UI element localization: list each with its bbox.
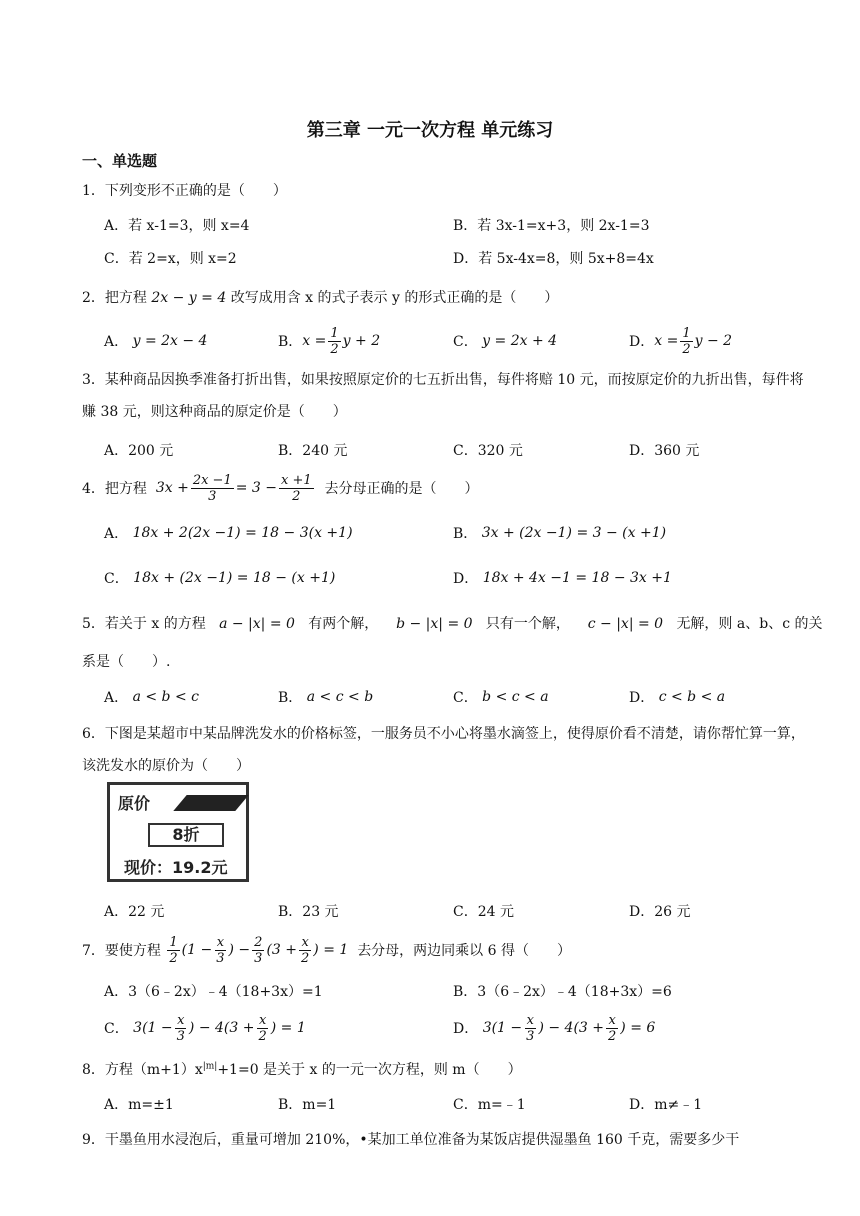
question-1-option-d[interactable]: D．若 5x-4x=8，则 5x+8=4x bbox=[453, 251, 654, 267]
q5-d-math: c < b < a bbox=[658, 689, 726, 705]
q7-d-part-b: ) − 4(3 + bbox=[538, 1020, 604, 1036]
question-5-option-b[interactable] bbox=[278, 687, 373, 707]
q7-c-part-b: ) − 4(3 + bbox=[188, 1020, 255, 1036]
q4-fraction-2: $\frac{x +1}{2}$ bbox=[281, 472, 312, 504]
question-9-stem: 9．干墨鱼用水浸泡后，重量可增加 210%，•某加工单位准备为某饭店提供湿墨鱼 160 千克，需要多少干 bbox=[82, 1132, 740, 1148]
q7-d-frac-1: $\frac{x}{3}$ bbox=[526, 1012, 535, 1044]
question-3-option-d[interactable]: D．360 元 bbox=[629, 443, 700, 459]
question-6-option-c[interactable]: C．24 元 bbox=[453, 904, 514, 920]
q4-lhs: 3x + bbox=[155, 480, 189, 496]
question-8-stem bbox=[82, 1059, 522, 1079]
q2-prefix: 2．把方程 bbox=[82, 290, 147, 306]
q7-c-frac-1: $\frac{x}{3}$ bbox=[176, 1012, 185, 1044]
q2-d-lhs: x = bbox=[654, 333, 679, 349]
q4-b-label: B． bbox=[453, 526, 478, 542]
q5-c-math: b < c < a bbox=[482, 689, 549, 705]
question-1-stem: 1．下列变形不正确的是（ ） bbox=[82, 183, 287, 199]
q7-c-part-a: 3(1 − bbox=[133, 1020, 173, 1036]
question-3-option-b[interactable]: B．240 元 bbox=[278, 443, 348, 459]
q5-equation-a: a − |x| = 0 bbox=[219, 616, 295, 632]
question-4-option-d[interactable] bbox=[453, 568, 672, 588]
q7-frac-4: $\frac{x}{2}$ bbox=[301, 934, 310, 966]
question-3-option-c[interactable]: C．320 元 bbox=[453, 443, 523, 459]
q5-part-3: 只有一个解， bbox=[485, 616, 570, 632]
q4-a-label: A． bbox=[104, 526, 129, 542]
question-5-option-c[interactable] bbox=[453, 687, 549, 707]
q2-c-label: C． bbox=[453, 334, 478, 350]
q7-frac-3: $\frac{2}{3}$ bbox=[254, 934, 263, 966]
q4-suffix: 去分母正确的是（ ） bbox=[324, 481, 479, 497]
question-3-option-a[interactable]: A．200 元 bbox=[104, 443, 174, 459]
question-1-option-a[interactable]: A．若 x-1=3，则 x=4 bbox=[104, 218, 250, 234]
question-5-stem-line-1 bbox=[82, 613, 823, 633]
question-3-stem: 3．某种商品因换季准备打折出售，如果按照原定价的七五折出售，每件将赔 10 元，而按原定价的九折出售，每件将赚 38 元，则这种商品的原定价是（ ） bbox=[82, 372, 804, 420]
section-heading: 一、单选题 bbox=[82, 152, 158, 170]
price-tag-current-price: 现价：19.2元 bbox=[124, 858, 228, 877]
q2-a-label: A． bbox=[104, 334, 129, 350]
q4-mid: = 3 − bbox=[235, 480, 277, 496]
question-7-option-c[interactable] bbox=[104, 1008, 306, 1048]
q7-term-1: (1 − bbox=[181, 942, 213, 958]
q7-frac-2: $\frac{x}{3}$ bbox=[216, 934, 225, 966]
q7-term-4: ) = 1 bbox=[313, 942, 349, 958]
question-4-stem bbox=[82, 466, 479, 510]
q4-d-label: D． bbox=[453, 571, 479, 587]
q7-d-frac-2: $\frac{x}{2}$ bbox=[608, 1012, 617, 1044]
question-4-option-b[interactable] bbox=[453, 523, 666, 543]
question-5-option-a[interactable] bbox=[104, 687, 199, 707]
question-4-option-a[interactable] bbox=[104, 523, 353, 543]
q2-b-label: B． bbox=[278, 334, 303, 350]
question-2-option-c[interactable] bbox=[453, 324, 557, 358]
q4-c-math: 18x + (2x −1) = 18 − (x +1) bbox=[133, 570, 336, 586]
q5-b-label: B． bbox=[278, 690, 303, 706]
q5-b-math: a < c < b bbox=[306, 689, 374, 705]
question-8-option-c[interactable]: C．m=﹣1 bbox=[453, 1097, 526, 1113]
price-tag-image bbox=[107, 782, 249, 882]
question-5-stem-line-2: 系是（ ）. bbox=[82, 654, 171, 670]
q5-equation-c: c − |x| = 0 bbox=[587, 616, 664, 632]
q7-d-label: D． bbox=[453, 1021, 479, 1037]
q7-term-2: ) − bbox=[228, 942, 251, 958]
q5-equation-b: b − |x| = 0 bbox=[396, 616, 473, 632]
question-7-stem bbox=[82, 928, 571, 972]
question-7-option-d[interactable] bbox=[453, 1008, 655, 1048]
question-2-stem bbox=[82, 287, 558, 307]
q7-term-3: (3 + bbox=[266, 942, 297, 958]
q2-equation: 2x − y = 4 bbox=[151, 290, 227, 306]
q5-a-label: A． bbox=[104, 690, 129, 706]
q2-b-lhs: x = bbox=[302, 333, 327, 349]
price-tag-original-label: 原价 bbox=[118, 794, 151, 813]
q7-d-part-c: ) = 6 bbox=[620, 1020, 656, 1036]
price-tag-discount: 8折 bbox=[148, 823, 224, 847]
q8-part-1: 8．方程（m+1）x bbox=[82, 1062, 203, 1078]
q5-part-4: 无解，则 a、b、c 的关 bbox=[676, 616, 823, 632]
q7-frac-1: $\frac{1}{2}$ bbox=[169, 934, 178, 966]
q7-c-part-c: ) = 1 bbox=[270, 1020, 306, 1036]
question-5-option-d[interactable] bbox=[629, 687, 725, 707]
q7-c-label: C． bbox=[104, 1021, 129, 1037]
question-8-option-d[interactable]: D．m≠﹣1 bbox=[629, 1097, 703, 1113]
q8-part-2: +1=0 是关于 x 的一元一次方程，则 m（ ） bbox=[217, 1062, 522, 1078]
q2-a-math: y = 2x − 4 bbox=[132, 333, 208, 349]
q4-b-math: 3x + (2x −1) = 3 − (x +1) bbox=[481, 525, 667, 541]
q2-suffix: 改写成用含 x 的式子表示 y 的形式正确的是（ ） bbox=[230, 290, 559, 306]
question-2-option-d[interactable] bbox=[629, 324, 732, 358]
q7-prefix: 7．要使方程 bbox=[82, 943, 161, 959]
q4-a-math: 18x + 2(2x −1) = 18 − 3(x +1) bbox=[132, 525, 353, 541]
question-7-option-a[interactable]: A．3（6﹣2x）﹣4（18+3x）=1 bbox=[104, 984, 323, 1000]
page-title: 第三章 一元一次方程 单元练习 bbox=[306, 120, 554, 141]
question-6-option-a[interactable]: A．22 元 bbox=[104, 904, 165, 920]
question-8-option-b[interactable]: B．m=1 bbox=[278, 1097, 337, 1113]
question-6-option-d[interactable]: D．26 元 bbox=[629, 904, 691, 920]
question-2-option-b[interactable] bbox=[278, 324, 380, 358]
q2-b-rhs: y + 2 bbox=[342, 333, 381, 349]
q2-b-fraction: $\frac{1}{2}$ bbox=[330, 325, 339, 357]
q5-a-math: a < b < c bbox=[132, 689, 199, 705]
q7-c-frac-2: $\frac{x}{2}$ bbox=[258, 1012, 267, 1044]
question-2-option-a[interactable] bbox=[104, 324, 207, 358]
question-6-option-b[interactable]: B．23 元 bbox=[278, 904, 339, 920]
q2-c-math: y = 2x + 4 bbox=[482, 333, 558, 349]
question-6-stem: 6．下图是某超市中某品牌洗发水的价格标签，一服务员不小心将墨水滴签上，使得原价看不清楚，请你帮忙算一算，该洗发水的原价为（ ） bbox=[82, 726, 805, 774]
q7-suffix: 去分母，两边同乘以 6 得（ ） bbox=[357, 943, 571, 959]
question-8-option-a[interactable]: A．m=±1 bbox=[104, 1097, 174, 1113]
q8-exponent: |m| bbox=[202, 1061, 218, 1072]
q4-prefix: 4．把方程 bbox=[82, 481, 147, 497]
q2-d-rhs: y − 2 bbox=[694, 333, 733, 349]
question-1-option-c[interactable]: C．若 2=x，则 x=2 bbox=[104, 251, 237, 267]
q2-d-fraction: $\frac{1}{2}$ bbox=[682, 325, 691, 357]
question-1-option-b[interactable]: B．若 3x-1=x+3，则 2x-1=3 bbox=[453, 218, 650, 234]
q4-d-math: 18x + 4x −1 = 18 − 3x +1 bbox=[482, 570, 672, 586]
q5-c-label: C． bbox=[453, 690, 478, 706]
q4-fraction-1: $\frac{2x -1}{3}$ bbox=[192, 472, 232, 504]
question-7-option-b[interactable]: B．3（6﹣2x）﹣4（18+3x）=6 bbox=[453, 984, 672, 1000]
q4-c-label: C． bbox=[104, 571, 129, 587]
q5-part-2: 有两个解， bbox=[308, 616, 379, 632]
question-4-option-c[interactable] bbox=[104, 568, 335, 588]
ink-blot bbox=[173, 795, 248, 811]
q7-d-part-a: 3(1 − bbox=[482, 1020, 523, 1036]
q2-d-label: D． bbox=[629, 334, 655, 350]
q5-part-1: 5．若关于 x 的方程 bbox=[82, 616, 206, 632]
q5-d-label: D． bbox=[629, 690, 655, 706]
